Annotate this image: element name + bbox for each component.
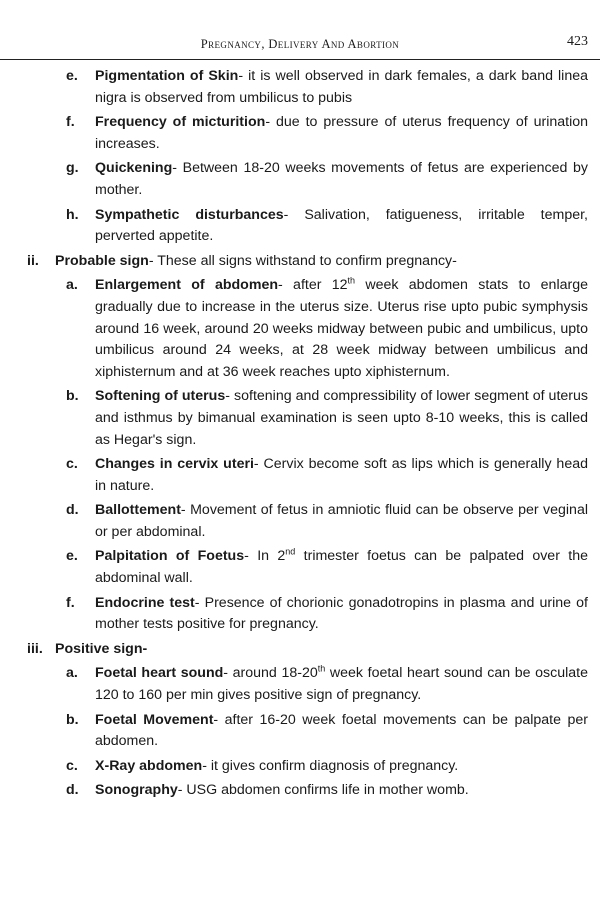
section-title: Positive sign- (55, 640, 148, 657)
list-item-palpitation (0, 546, 600, 589)
item-marker: d. (66, 502, 79, 519)
item-marker: g. (66, 160, 79, 177)
item-term: Frequency of micturition (95, 114, 266, 131)
section-marker: iii. (27, 640, 43, 657)
item-description: - softening and compressibility of lower segment of uterus and isthmus by bimanual examination is seen upto 8-10 weeks, this is called as Hegar's sign. (95, 388, 588, 448)
item-marker: h. (66, 206, 79, 223)
list-item-endocrine (0, 593, 600, 636)
item-marker: d. (66, 782, 79, 799)
list-item-heart-sound (0, 663, 600, 706)
item-marker: f. (66, 594, 75, 611)
page-content (0, 66, 600, 805)
item-description: - it is well observed in dark females, a dark band linea nigra is observed from umbilicus to pubis (95, 68, 589, 106)
section-heading-probable (0, 251, 600, 273)
item-term: Sonography (95, 782, 178, 799)
item-description: - Movement of fetus in amniotic fluid can be observe per veginal or per abdominal. (95, 502, 588, 540)
item-term: Changes in cervix uteri (95, 456, 254, 473)
item-term: Quickening (95, 160, 173, 177)
item-marker: a. (66, 665, 78, 682)
item-description: - it gives confirm diagnosis of pregnancy. (202, 757, 459, 774)
item-term: Softening of uterus (95, 388, 226, 405)
item-marker: c. (66, 456, 78, 473)
list-item-foetal-movement (0, 710, 600, 753)
item-term: Foetal heart sound (95, 665, 224, 682)
item-marker: e. (66, 548, 78, 565)
section-heading-positive (0, 639, 600, 661)
item-marker: c. (66, 757, 78, 774)
list-item-cervix (0, 454, 600, 497)
list-item-enlargement (0, 275, 600, 383)
item-marker: a. (66, 277, 78, 294)
ordinal-superscript: th (347, 275, 356, 286)
item-description: - Salivation, fatigueness, irritable temper, perverted appetite. (95, 206, 588, 245)
item-term: Pigmentation of Skin (95, 68, 239, 84)
item-term: Enlargement of abdomen (95, 277, 279, 294)
item-description-cont: week foetal heart sound can be osculate 120 to 160 per min gives positive sign of pregnancy. (95, 665, 588, 704)
section-marker: ii. (27, 252, 39, 269)
list-item-xray (0, 756, 600, 778)
item-description: - Between 18-20 weeks movements of fetus are experienced by mother. (95, 160, 588, 198)
item-description: - Presence of chorionic gonadotropins in plasma and urine of mother tests positive for pregnancy. (95, 594, 588, 633)
ordinal-superscript: th (317, 663, 326, 674)
page-header (0, 0, 600, 64)
item-marker: b. (66, 711, 79, 728)
item-term: Endocrine test (95, 594, 195, 611)
section-intro: - These all signs withstand to confirm pregnancy- (148, 252, 457, 269)
item-description-cont: week abdomen stats to enlarge gradually due to increase in the uterus size. Uterus rise upto pubic symphysis around 16 week, around 20 weeks midway between pubic and umbilicus, upto umbilicus around 24 weeks, at 28 week midway between umbilicus and xiphisternum and at 36 week reaches upto xiphisternum. (95, 277, 588, 380)
item-term: Sympathetic disturbances (95, 206, 284, 223)
item-description: - around 18-20 (223, 665, 318, 682)
item-description: - after 16-20 week foetal movements can be palpate per abdomen. (95, 711, 588, 750)
section-title: Probable sign (55, 252, 149, 269)
item-description: - USG abdomen confirms life in mother womb. (177, 782, 469, 799)
item-marker: b. (66, 388, 79, 405)
list-item-quickening (0, 158, 600, 201)
list-item-sympathetic (0, 205, 600, 248)
item-marker: f. (66, 114, 75, 131)
item-description: - after 12 (278, 277, 348, 294)
item-description-cont: trimester foetus can be palpated over the abdominal wall. (95, 548, 588, 587)
header-rule (0, 59, 600, 60)
item-term: X-Ray abdomen (95, 757, 203, 774)
item-description: - In 2 (244, 548, 286, 565)
item-marker: e. (66, 68, 78, 84)
list-item-softening (0, 386, 600, 451)
running-title: Pregnancy, Delivery And Abortion (200, 37, 400, 51)
ordinal-superscript: nd (285, 546, 296, 557)
list-item-sonography (0, 780, 600, 802)
list-item-pigmentation (0, 66, 600, 109)
item-term: Ballottement (95, 502, 181, 519)
item-term: Palpitation of Foetus (95, 548, 245, 565)
page-number: 423 (567, 34, 588, 49)
list-item-ballottement (0, 500, 600, 543)
item-description: - Cervix become soft as lips which is generally head in nature. (95, 456, 588, 494)
item-description: - due to pressure of uterus frequency of urination increases. (95, 114, 588, 152)
list-item-micturition (0, 112, 600, 155)
item-term: Foetal Movement (95, 711, 214, 728)
